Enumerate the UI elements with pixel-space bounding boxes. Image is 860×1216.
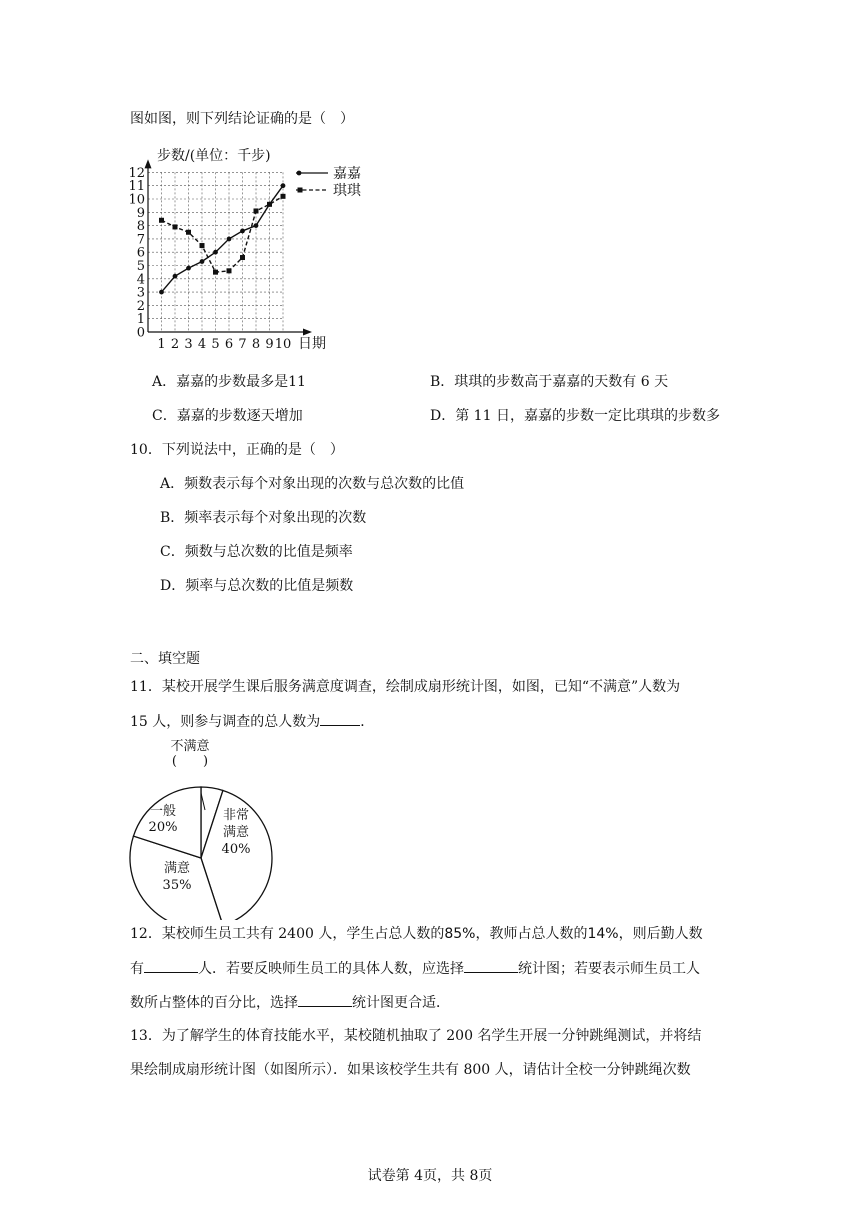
x-tick-label: 6 bbox=[224, 337, 234, 352]
x-tick-label: 1 bbox=[157, 337, 166, 352]
q9-option-a: A．嘉嘉的步数最多是11 bbox=[152, 374, 306, 390]
q11-period: ． bbox=[360, 714, 375, 730]
data-point-square bbox=[213, 270, 218, 275]
x-tick-label: 7 bbox=[238, 337, 247, 352]
q10-option-b: B．频率表示每个对象出现的次数 bbox=[160, 510, 367, 526]
q12-line2 bbox=[130, 959, 700, 978]
answer-blank[interactable] bbox=[298, 993, 352, 1007]
pie-label-satisfied: 满意 bbox=[163, 861, 191, 876]
q12-line3 bbox=[130, 993, 450, 1012]
x-axis-arrow bbox=[303, 329, 312, 336]
data-point-square bbox=[159, 218, 164, 223]
y-tick-label: 8 bbox=[136, 219, 145, 235]
x-tick-label: 3 bbox=[184, 337, 193, 352]
x-tick-label: 4 bbox=[197, 337, 207, 352]
data-point-dot bbox=[159, 290, 164, 295]
data-point-square bbox=[254, 208, 259, 213]
legend-label: 琪琪 bbox=[333, 183, 361, 199]
data-point-dot bbox=[200, 259, 205, 264]
data-point-dot bbox=[254, 223, 259, 228]
y-tick-label: 0 bbox=[136, 325, 145, 341]
x-tick-label: 9 bbox=[265, 337, 274, 352]
q9-option-d: D．第 11 日，嘉嘉的步数一定比琪琪的步数多 bbox=[430, 408, 720, 424]
data-point-square bbox=[173, 224, 178, 229]
x-tick-label: 2 bbox=[170, 337, 180, 352]
q10-stem: 10．下列说法中，正确的是（ ） bbox=[130, 442, 344, 458]
q12-pct-students: 85% bbox=[444, 926, 476, 942]
y-tick-label: 3 bbox=[136, 285, 145, 301]
y-tick-label: 11 bbox=[128, 179, 145, 195]
q12-text-l2c: 统计图；若要表示师生员工人 bbox=[518, 961, 700, 977]
page-footer: 试卷第 4页，共 8页 bbox=[367, 1168, 493, 1184]
data-point-dot bbox=[186, 266, 191, 271]
legend-marker-dot bbox=[297, 171, 302, 176]
y-tick-label: 10 bbox=[128, 192, 145, 208]
y-tick-label: 6 bbox=[136, 245, 145, 261]
data-point-square bbox=[281, 194, 286, 199]
answer-blank[interactable] bbox=[320, 712, 360, 726]
q12-text-e: ，则后勤人数 bbox=[618, 926, 703, 942]
y-tick-label: 5 bbox=[136, 259, 145, 274]
data-point-dot bbox=[281, 183, 286, 188]
x-tick-label: 5 bbox=[211, 337, 220, 352]
q12-text-l3a: 数所占整体的百分比，选择 bbox=[130, 995, 298, 1011]
pie-pct-general: 20% bbox=[148, 820, 178, 835]
pie-label-dissatisfied: 不满意 bbox=[170, 739, 210, 754]
satisfaction-pie-chart bbox=[125, 735, 285, 920]
q9-option-c: C．嘉嘉的步数逐天增加 bbox=[152, 408, 303, 424]
y-axis-arrow bbox=[145, 159, 152, 168]
data-point-square bbox=[200, 243, 205, 248]
answer-blank[interactable] bbox=[464, 959, 518, 973]
q12-pct-teachers: 14% bbox=[587, 926, 619, 942]
q10-option-a: A．频数表示每个对象出现的次数与总次数的比值 bbox=[160, 476, 465, 492]
x-axis-label: 日期 bbox=[298, 336, 326, 352]
data-point-dot bbox=[173, 274, 178, 279]
legend-marker-square bbox=[298, 188, 303, 193]
q11-line2 bbox=[130, 712, 374, 731]
y-tick-label: 4 bbox=[136, 272, 145, 288]
answer-blank[interactable] bbox=[144, 959, 198, 973]
q12-text-l2b: 人．若要反映师生员工的具体人数，应选择 bbox=[198, 961, 464, 977]
y-tick-label: 9 bbox=[136, 205, 145, 221]
x-tick-label: 10 bbox=[274, 337, 292, 352]
data-point-square bbox=[227, 268, 232, 273]
q13-line1: 13．为了解学生的体育技能水平，某校随机抽取了 200 名学生开展一分钟跳绳测试，并将结 bbox=[130, 1028, 702, 1044]
q9-stem: 图如图，则下列结论证确的是（ ） bbox=[130, 111, 354, 127]
section-title: 二、填空题 bbox=[130, 651, 200, 667]
pie-pct-dissatisfied: ( ) bbox=[171, 754, 209, 769]
data-point-square bbox=[186, 230, 191, 235]
pie-label-very: 非常满意 bbox=[222, 808, 250, 840]
q12-text-c: ，教师占总人数的 bbox=[475, 926, 588, 942]
x-tick-label: 8 bbox=[251, 337, 261, 352]
data-point-dot bbox=[213, 250, 218, 255]
q13-line2: 果绘制成扇形统计图（如图所示）．如果该校学生共有 800 人，请估计全校一分钟跳绳次数 bbox=[130, 1062, 691, 1078]
series-line bbox=[162, 196, 284, 272]
q12-line1 bbox=[130, 925, 703, 943]
pie-pct-satisfied: 35% bbox=[162, 878, 192, 893]
y-tick-label: 2 bbox=[136, 298, 145, 314]
q12-text-l3b: 统计图更合适． bbox=[352, 995, 450, 1011]
y-axis-label: 步数/(单位：千步) bbox=[157, 148, 271, 164]
q12-text-a: 12．某校师生员工共有 2400 人，学生占总人数的 bbox=[130, 926, 445, 942]
q11-text: 15 人，则参与调查的总人数为 bbox=[130, 714, 321, 730]
q10-option-c: C．频数与总次数的比值是频率 bbox=[160, 544, 353, 560]
q11-line1: 11．某校开展学生课后服务满意度调查，绘制成扇形统计图，如图，已知“不满意”人数为 bbox=[130, 679, 681, 695]
data-point-square bbox=[267, 202, 272, 207]
data-point-dot bbox=[240, 229, 245, 234]
q12-text-l2a: 有 bbox=[130, 961, 144, 977]
step-line-chart bbox=[128, 142, 388, 357]
pie-pct-very: 40% bbox=[221, 842, 251, 857]
y-tick-label: 12 bbox=[128, 165, 145, 181]
q10-option-d: D．频率与总次数的比值是频数 bbox=[160, 578, 354, 594]
q9-option-b: B．琪琪的步数高于嘉嘉的天数有 6 天 bbox=[430, 374, 669, 390]
pie-label-general: 一般 bbox=[149, 804, 177, 819]
y-tick-label: 1 bbox=[136, 312, 145, 328]
legend-label: 嘉嘉 bbox=[333, 166, 361, 182]
y-tick-label: 7 bbox=[136, 232, 145, 248]
data-point-dot bbox=[227, 237, 232, 242]
data-point-square bbox=[240, 255, 245, 260]
